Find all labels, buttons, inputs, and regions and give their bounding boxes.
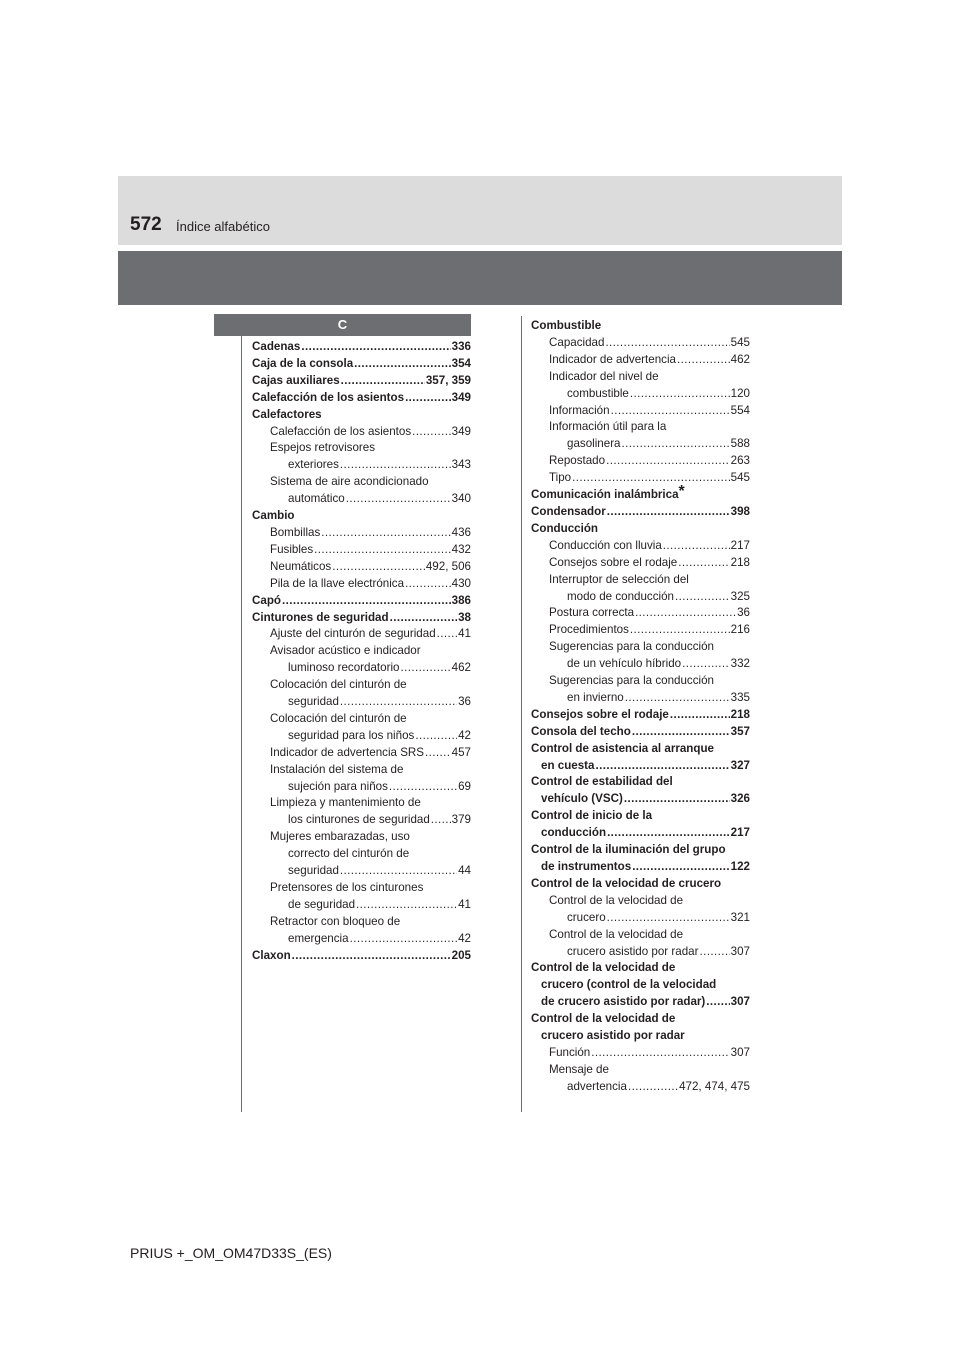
entry-page: 44 [458,864,471,878]
index-entry [252,373,471,390]
index-entry [252,356,471,373]
index-entry [531,724,750,741]
entry-page: 354 [451,356,471,370]
dot-leader [390,610,458,627]
dot-leader [630,386,730,403]
entry-term: en invierno [567,690,624,704]
entry-term: Conducción [531,521,598,535]
index-entry [531,741,750,758]
dot-leader [607,504,730,521]
entry-term: Caja de la consola [252,356,354,370]
dot-leader [301,339,450,356]
dot-leader [628,1079,678,1096]
entry-term: Pretensores de los cinturones [270,881,424,894]
entry-term: advertencia [567,1079,627,1093]
index-entry [252,897,471,914]
entry-page: 462 [730,352,750,366]
right-column-rule [521,316,522,1112]
entry-term: Bombillas [270,525,321,539]
index-entry [531,927,750,944]
entry-page: 263 [730,454,750,468]
entry-term: crucero (control de la velocidad [541,978,717,992]
entry-term: automático [288,492,345,506]
entry-term: Instalación del sistema de [270,762,404,776]
entry-term: exteriores [288,458,339,472]
index-entry [531,1062,750,1079]
entry-term: Cadenas [252,340,301,353]
entry-term: Control de la velocidad de crucero [531,876,722,890]
header-bar [118,251,842,305]
entry-term: Colocación del cinturón de [270,711,407,725]
document-footer: PRIUS +_OM_OM47D33S_(ES) [130,1245,332,1261]
entry-term: Control de la velocidad de [549,893,684,907]
entry-page: 42 [458,728,471,742]
entry-term: luminoso recordatorio [288,661,400,675]
entry-page: 307 [730,944,750,958]
entry-term: de un vehículo híbrido [567,657,682,671]
dot-leader [405,390,451,407]
index-entry [252,339,471,356]
entry-page: 332 [730,657,750,671]
dot-leader [340,694,457,711]
entry-page: 218 [730,707,750,721]
dot-leader [282,593,451,610]
entry-page: 42 [458,931,471,945]
index-entry [531,470,750,487]
dot-leader [706,994,729,1011]
entry-page: 472, 474, 475 [679,1079,750,1093]
dot-leader [699,944,729,961]
dot-leader [596,758,730,775]
index-entry [252,829,471,846]
entry-page: 216 [730,623,750,637]
entry-term: Pila de la llave electrónica [270,576,405,590]
index-entry [531,977,750,994]
entry-term: combustible [567,386,629,400]
index-entry [531,504,750,521]
page-number: 572 [130,214,162,235]
entry-term: los cinturones de seguridad [288,813,430,827]
dot-leader [572,470,730,487]
entry-term: seguridad para los niños [288,728,415,742]
entry-term: Control de la iluminación del grupo [531,843,726,857]
dot-leader [606,453,730,470]
index-entry [531,690,750,707]
dot-leader [607,910,730,927]
index-entry [531,825,750,842]
index-entry [252,863,471,880]
entry-term: Condensador [531,504,606,518]
entry-term: Fusibles [270,542,314,556]
dot-leader [591,1045,729,1062]
index-entry [531,555,750,572]
entry-term: Mujeres embarazadas, uso [270,830,410,844]
dot-leader [346,491,451,508]
dot-leader [389,779,457,796]
index-entry [252,779,471,796]
entry-page: 218 [730,555,750,569]
section-title: Índice alfabético [176,219,270,234]
entry-page: 205 [451,948,471,962]
entry-term: Sugerencias para la conducción [549,640,714,654]
index-entry [531,622,750,639]
entry-page: 386 [451,593,471,607]
index-entry [531,994,750,1011]
index-entry [531,1011,750,1028]
index-entry [252,593,471,610]
entry-page: 326 [730,792,750,806]
index-entry [531,1079,750,1096]
dot-leader [632,724,730,741]
entry-term: Información [549,403,610,417]
dot-leader [622,436,730,453]
entry-page: 343 [451,458,471,472]
index-entry [252,795,471,812]
index-entry [531,944,750,961]
entry-term: crucero [567,910,606,924]
index-entry [531,521,750,538]
entry-term: correcto del cinturón de [288,847,410,861]
entry-term: Postura correcta [549,606,635,620]
index-entry [531,673,750,690]
index-entry [531,960,750,977]
entry-page: 545 [730,471,750,485]
entry-term: Sistema de aire acondicionado [270,475,429,489]
entry-term: Indicador del nivel de [549,369,659,383]
entry-page: 398 [730,504,750,518]
entry-term: Retractor con bloqueo de [270,914,401,928]
index-right-column [531,318,750,1096]
dot-leader [292,948,451,965]
entry-term: Control de inicio de la [531,809,653,823]
dot-leader [341,373,425,390]
entry-term: de crucero asistido por radar) [541,995,706,1009]
entry-page: 335 [730,690,750,704]
entry-page: 357 [730,724,750,738]
index-entry [531,538,750,555]
entry-term: emergencia [288,931,349,945]
entry-term: Repostado [549,454,606,468]
entry-term: Combustible [531,319,602,332]
index-entry [252,491,471,508]
entry-term: Colocación del cinturón de [270,678,407,692]
entry-term: Mensaje de [549,1062,609,1076]
entry-page: 41 [458,897,471,911]
dot-leader [632,859,729,876]
entry-term: Capacidad [549,335,605,349]
index-entry [252,542,471,559]
entry-page: 69 [458,779,471,793]
index-entry [531,386,750,403]
entry-term: de seguridad [288,897,356,911]
entry-page: 327 [730,758,750,772]
dot-leader [400,660,450,677]
dot-leader [678,555,729,572]
index-entry [531,656,750,673]
index-entry [531,403,750,420]
entry-term: vehículo (VSC) [541,792,623,806]
entry-term: Procedimientos [549,623,629,637]
dot-leader [670,707,730,724]
index-left-column [252,339,471,965]
index-entry [531,369,750,386]
index-entry [531,572,750,589]
entry-page: 432 [451,542,471,556]
entry-term: Indicador de advertencia [549,352,676,366]
index-entry [531,419,750,436]
index-entry [252,643,471,660]
index-entry [531,1028,750,1045]
entry-term: Calefacción de los asientos [252,390,405,404]
index-entry [252,694,471,711]
entry-page: 492, 506 [425,559,471,573]
index-entry [531,876,750,893]
dot-leader [340,457,451,474]
entry-term: Control de estabilidad del [531,775,673,789]
entry-term: Comunicación inalámbrica [531,488,679,502]
entry-term: Capó [252,593,281,607]
index-entry [252,525,471,542]
index-entry [531,893,750,910]
index-entry [252,424,471,441]
entry-page: 349 [451,424,471,438]
dot-leader [677,352,730,369]
index-entry [531,1045,750,1062]
entry-term: gasolinera [567,437,621,451]
dot-leader [682,656,730,673]
entry-term: Información útil para la [549,420,667,434]
entry-page: 217 [730,538,750,552]
dot-leader [630,622,730,639]
dot-leader [412,424,451,441]
entry-term: Calefacción de los asientos [270,424,412,438]
index-entry [531,436,750,453]
dot-leader [625,690,730,707]
dot-leader [415,728,457,745]
dot-leader [332,559,425,576]
index-entry [252,677,471,694]
index-entry [531,605,750,622]
entry-term: Tipo [549,471,572,485]
entry-term: Avisador acústico e indicador [270,644,421,658]
entry-term: Indicador de advertencia SRS [270,745,425,759]
entry-term: modo de conducción [567,589,674,603]
dot-leader [605,335,729,352]
entry-term: de instrumentos [541,860,632,873]
entry-term: seguridad [288,695,339,709]
dot-leader [607,825,730,842]
index-entry [252,440,471,457]
entry-term: Control de la velocidad de [531,961,676,975]
dot-leader [624,791,730,808]
dot-leader [675,589,730,606]
dot-leader [635,605,736,622]
dot-leader [340,863,457,880]
entry-term: Conducción con lluvia [549,538,662,552]
index-entry [252,931,471,948]
index-entry [252,812,471,829]
entry-term: Consejos sobre el rodaje [531,707,669,721]
index-entry [252,846,471,863]
entry-page: 321 [730,910,750,924]
index-entry [252,880,471,897]
dot-leader [354,356,450,373]
index-entry [531,758,750,775]
entry-term: Control de la velocidad de [549,927,684,941]
dot-leader [425,745,451,762]
index-entry [531,483,750,504]
entry-term: Neumáticos [270,559,332,573]
index-entry [252,914,471,931]
index-entry [252,474,471,491]
index-entry [252,407,471,424]
entry-term: seguridad [288,864,339,878]
entry-term: crucero asistido por radar [567,944,699,958]
index-entry [252,745,471,762]
entry-page: 379 [451,813,471,827]
index-entry [531,910,750,927]
entry-page: 588 [730,437,750,451]
index-entry [531,808,750,825]
entry-term: Consola del techo [531,724,631,738]
index-entry [531,318,750,335]
entry-term: Control de asistencia al arranque [531,741,714,755]
index-entry [531,774,750,791]
footnote-asterisk: * [678,483,685,501]
index-entry [531,791,750,808]
index-entry [252,762,471,779]
entry-page: 38 [458,610,471,624]
entry-term: Interruptor de selección del [549,572,689,586]
index-entry [252,626,471,643]
entry-page: 41 [458,627,471,641]
entry-term: Cambio [252,509,295,523]
dot-leader [437,626,457,643]
dot-leader [314,542,450,559]
index-entry [252,457,471,474]
entry-page: 436 [451,525,471,539]
entry-page: 545 [730,335,750,349]
entry-term: Claxon [252,948,291,962]
dot-leader [611,403,730,420]
entry-page: 217 [730,826,750,840]
index-letter-tab: C [214,314,471,336]
index-entry [531,335,750,352]
index-entry [252,728,471,745]
entry-term: Ajuste del cinturón de seguridad [270,627,436,641]
entry-term: Sugerencias para la conducción [549,674,714,688]
index-entry [252,508,471,525]
index-entry [252,559,471,576]
entry-term: Consejos sobre el rodaje [549,555,678,569]
entry-term: conducción [541,826,607,840]
entry-page: 336 [451,340,471,353]
entry-page: 36 [458,695,471,709]
index-entry [252,660,471,677]
entry-page: 307 [730,1045,750,1059]
dot-leader [663,538,730,555]
entry-page: 36 [737,606,750,620]
entry-page: 325 [730,589,750,603]
entry-term: Limpieza y mantenimiento de [270,796,421,810]
index-entry [531,589,750,606]
dot-leader [431,812,451,829]
entry-page: 554 [730,403,750,417]
index-entry [252,610,471,627]
dot-leader [321,525,450,542]
index-entry [531,707,750,724]
entry-page: 120 [730,386,750,400]
dot-leader [356,897,457,914]
index-entry [252,576,471,593]
entry-term: en cuesta [541,758,595,772]
index-entry [252,390,471,407]
entry-page: 457 [451,745,471,759]
entry-page: 307 [730,995,750,1009]
entry-term: Función [549,1045,591,1059]
entry-term: Control de la velocidad de [531,1012,676,1026]
index-entry [531,639,750,656]
left-column-rule [241,336,242,1112]
entry-page: 340 [451,492,471,506]
entry-page: 122 [730,860,750,873]
entry-page: 430 [451,576,471,590]
entry-term: sujeción para niños [288,779,388,793]
index-entry [252,711,471,728]
index-entry [531,842,750,859]
entry-page: 349 [451,390,471,404]
entry-term: Cinturones de seguridad [252,610,389,624]
index-entry [531,352,750,369]
dot-leader [405,576,451,593]
entry-term: Cajas auxiliares [252,373,340,387]
dot-leader [350,931,458,948]
entry-term: crucero asistido por radar [541,1029,685,1043]
entry-term: Espejos retrovisores [270,441,376,455]
index-entry [252,948,471,965]
entry-page: 462 [451,661,471,675]
index-entry [531,453,750,470]
entry-term: Calefactores [252,407,322,421]
index-entry [531,859,750,876]
entry-page: 357, 359 [425,373,471,387]
